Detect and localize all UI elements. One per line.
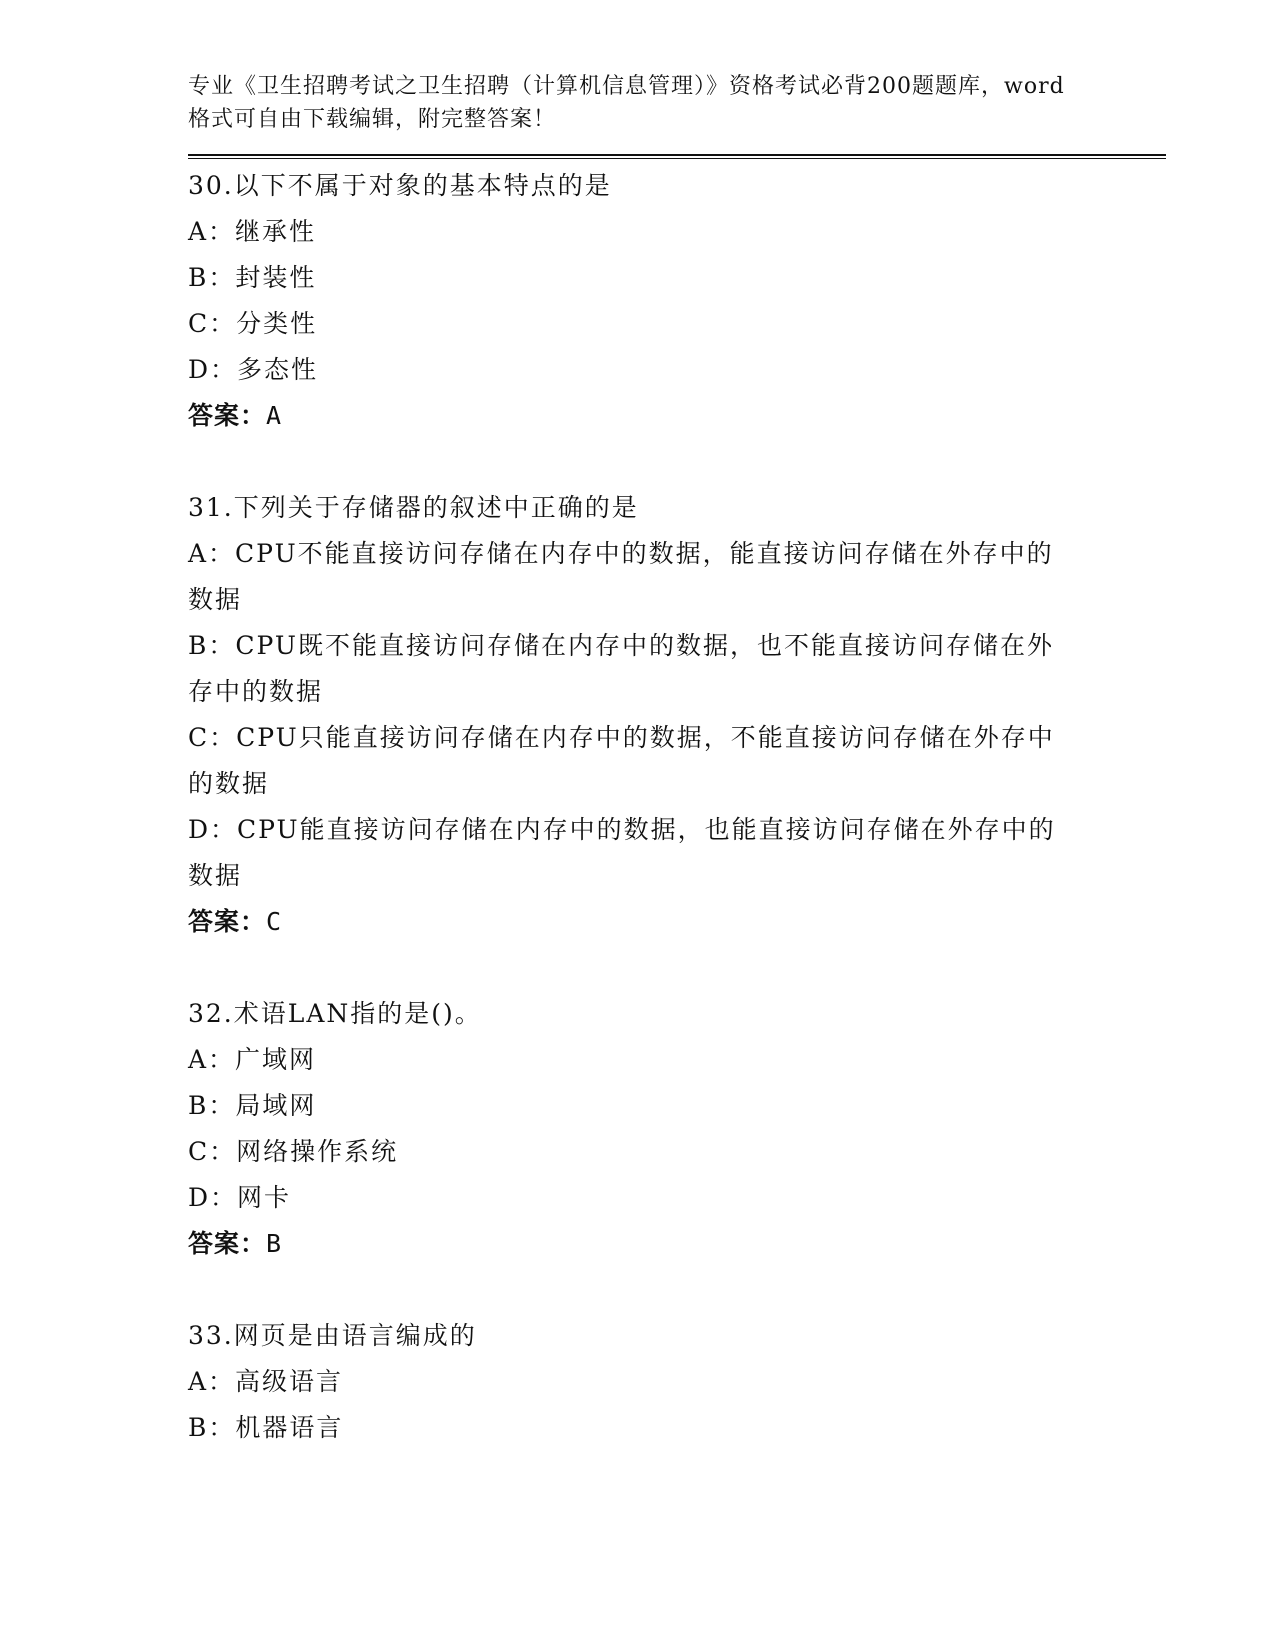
option-a: A：广域网 xyxy=(188,1045,317,1074)
question-stem: 30.以下不属于对象的基本特点的是 xyxy=(188,171,612,200)
answer-label: 答案： xyxy=(188,907,267,936)
question-stem: 33.网页是由语言编成的 xyxy=(188,1321,477,1350)
option-d: D：网卡 xyxy=(188,1183,292,1212)
answer-line xyxy=(188,393,1168,439)
question-33 xyxy=(188,1313,1168,1451)
answer-label: 答案： xyxy=(188,401,267,430)
question-31 xyxy=(188,485,1168,945)
document-page xyxy=(188,70,1168,1497)
answer-line xyxy=(188,1221,1168,1267)
option-c: C：分类性 xyxy=(188,309,318,338)
option-c: C：CPU只能直接访问存储在内存中的数据，不能直接访问存储在外存中的数据 xyxy=(188,723,1055,798)
question-list xyxy=(188,163,1168,1451)
answer-value: B xyxy=(266,1229,283,1258)
question-30 xyxy=(188,163,1168,439)
option-c: C：网络操作系统 xyxy=(188,1137,399,1166)
header-divider xyxy=(188,154,1166,159)
option-d: D：CPU能直接访问存储在内存中的数据，也能直接访问存储在外存中的数据 xyxy=(188,815,1056,890)
option-a: A：高级语言 xyxy=(188,1367,344,1396)
question-stem: 32.术语LAN指的是()。 xyxy=(188,999,482,1028)
option-b: B：机器语言 xyxy=(188,1413,344,1442)
option-a: A：CPU不能直接访问存储在内存中的数据，能直接访问存储在外存中的数据 xyxy=(188,539,1054,614)
answer-label: 答案： xyxy=(188,1229,267,1258)
option-b: B：封装性 xyxy=(188,263,317,292)
answer-value: A xyxy=(266,401,283,430)
option-a: A：继承性 xyxy=(188,217,317,246)
answer-line xyxy=(188,899,1168,945)
option-b: B：局域网 xyxy=(188,1091,317,1120)
option-b: B：CPU既不能直接访问存储在内存中的数据，也不能直接访问存储在外存中的数据 xyxy=(188,631,1054,706)
option-d: D：多态性 xyxy=(188,355,319,384)
document-header: 专业《卫生招聘考试之卫生招聘（计算机信息管理）》资格考试必背200题题库，word格式可自由下载编辑，附完整答案！ xyxy=(188,74,1065,132)
question-stem: 31.下列关于存储器的叙述中正确的是 xyxy=(188,493,639,522)
answer-value: C xyxy=(266,907,283,936)
question-32 xyxy=(188,991,1168,1267)
